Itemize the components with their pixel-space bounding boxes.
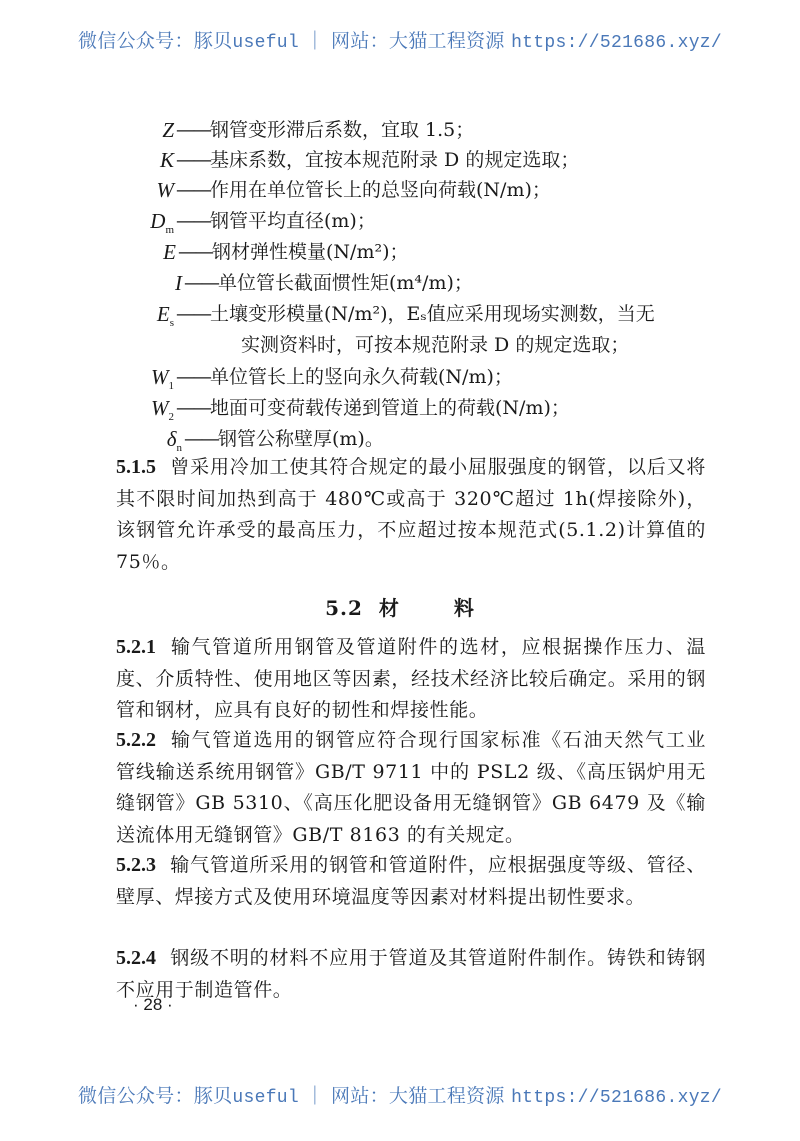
symbol: Z (162, 118, 174, 142)
watermark-separator: ｜ (305, 1085, 325, 1107)
definition-text: 钢管变形滞后系数，宜取 1.5； (210, 119, 475, 141)
watermark-separator: ｜ (305, 30, 325, 52)
clause-text: 输气管道所用钢管及管道附件的选材，应根据操作压力、温度、介质特性、使用地区等因素，经技术经济比较后确定。采用的钢管和钢材，应具有良好的韧性和焊接性能。 (116, 636, 706, 721)
clause-text: 输气管道所采用的钢管和管道附件，应根据强度等级、管径、壁厚、焊接方式及使用环境温度等因素对材料提出韧性要求。 (116, 854, 706, 908)
em-dash: —— (176, 303, 210, 325)
symbol: E (163, 240, 176, 264)
clause-text: 输气管道选用的钢管应符合现行国家标准《石油天然气工业 管线输送系统用钢管》GB/T 9711 中的 PSL2 级、《高压锅炉用无缝钢管》GB 5310、《高压化肥设备用无缝钢管》GB 6479 及《输送流体用无缝钢管》GB/T 8163 的有关规定。 (116, 729, 726, 846)
definition-text: 土壤变形模量(N/m²)，Eₛ值应采用现场实测数，当无 (210, 303, 655, 325)
clause-number: 5.2.3 (116, 854, 156, 876)
clause-5-2-1 (116, 632, 706, 727)
definition-text: 单位管长上的竖向永久荷载(N/m)； (210, 366, 513, 388)
clause-number: 5.2.1 (116, 636, 156, 658)
symbol: $W_2$ (151, 396, 174, 424)
definition-z (0, 115, 800, 145)
clause-number: 5.2.4 (116, 947, 156, 969)
clause-text: 钢级不明的材料不应用于管道及其管道附件制作。铸铁和铸钢不应用于制造管件。 (116, 947, 706, 1001)
watermark-footer (0, 1081, 800, 1108)
clause-number: 5.1.5 (116, 456, 156, 478)
definition-i (0, 268, 800, 298)
section-heading: 5.2 材 料 (325, 596, 475, 620)
definition-text: 钢材弹性模量(N/m²)； (212, 241, 409, 263)
definition-w2 (0, 393, 800, 423)
definition-continuation: 实测资料时，可按本规范附录 D 的规定选取； (241, 334, 630, 356)
definition-k (0, 145, 800, 175)
clause-5-1-5 (116, 452, 706, 578)
clause-5-2-2 (116, 725, 726, 851)
definition-es-continued (0, 330, 800, 360)
em-dash: —— (176, 397, 210, 419)
em-dash: —— (178, 241, 212, 263)
symbol: I (175, 271, 182, 295)
definition-text: 基床系数，宜按本规范附录 D 的规定选取； (210, 149, 580, 171)
definition-w (0, 175, 800, 205)
watermark-site-url[interactable]: https://521686.xyz/ (511, 1088, 722, 1108)
definition-text: 钢管公称壁厚(m)。 (218, 428, 384, 450)
em-dash: —— (176, 210, 210, 232)
symbol: W (156, 178, 174, 202)
symbol: $E_s$ (156, 302, 174, 330)
clause-number: 5.2.2 (116, 729, 156, 751)
definition-text: 作用在单位管长上的总竖向荷载(N/m)； (210, 179, 551, 201)
definition-delta-n (0, 424, 800, 454)
watermark-site-label: 网站：大猫工程资源 (331, 30, 505, 52)
watermark-wechat-name: useful (232, 33, 300, 53)
definition-dm (0, 206, 800, 236)
watermark-wechat-name: useful (232, 1088, 300, 1108)
definition-e (0, 237, 800, 267)
definition-text: 钢管平均直径(m)； (210, 210, 376, 232)
em-dash: —— (176, 119, 210, 141)
definition-text: 单位管长截面惯性矩(m⁴/m)； (218, 272, 473, 294)
symbol: $D_m$ (150, 209, 174, 237)
watermark-site-label: 网站：大猫工程资源 (331, 1085, 505, 1107)
clause-text: 曾采用冷加工使其符合规定的最小屈服强度的钢管，以后又将其不限时间加热到高于 480℃或高于 320℃超过 1h(焊接除外)，该钢管允许承受的最高压力，不应超过按本规范式(5.1.2)计算值的 75％。 (116, 456, 706, 573)
symbol: K (159, 148, 174, 172)
symbol: $\delta_n$ (166, 427, 182, 455)
em-dash: —— (184, 272, 218, 294)
watermark-wechat-label: 微信公众号：豚贝 (77, 1085, 233, 1107)
definition-w1 (0, 362, 800, 392)
definition-text: 地面可变荷载传递到管道上的荷载(N/m)； (210, 397, 570, 419)
em-dash: —— (176, 149, 210, 171)
clause-5-2-4 (116, 943, 706, 1006)
em-dash: —— (176, 179, 210, 201)
em-dash: —— (184, 428, 218, 450)
definition-es (0, 299, 800, 329)
symbol: $W_1$ (151, 365, 174, 393)
em-dash: —— (176, 366, 210, 388)
watermark-header (0, 26, 800, 53)
watermark-site-url[interactable]: https://521686.xyz/ (511, 33, 722, 53)
watermark-wechat-label: 微信公众号：豚贝 (77, 30, 233, 52)
clause-5-2-3 (116, 850, 706, 913)
page-number: · 28 · (133, 995, 173, 1014)
